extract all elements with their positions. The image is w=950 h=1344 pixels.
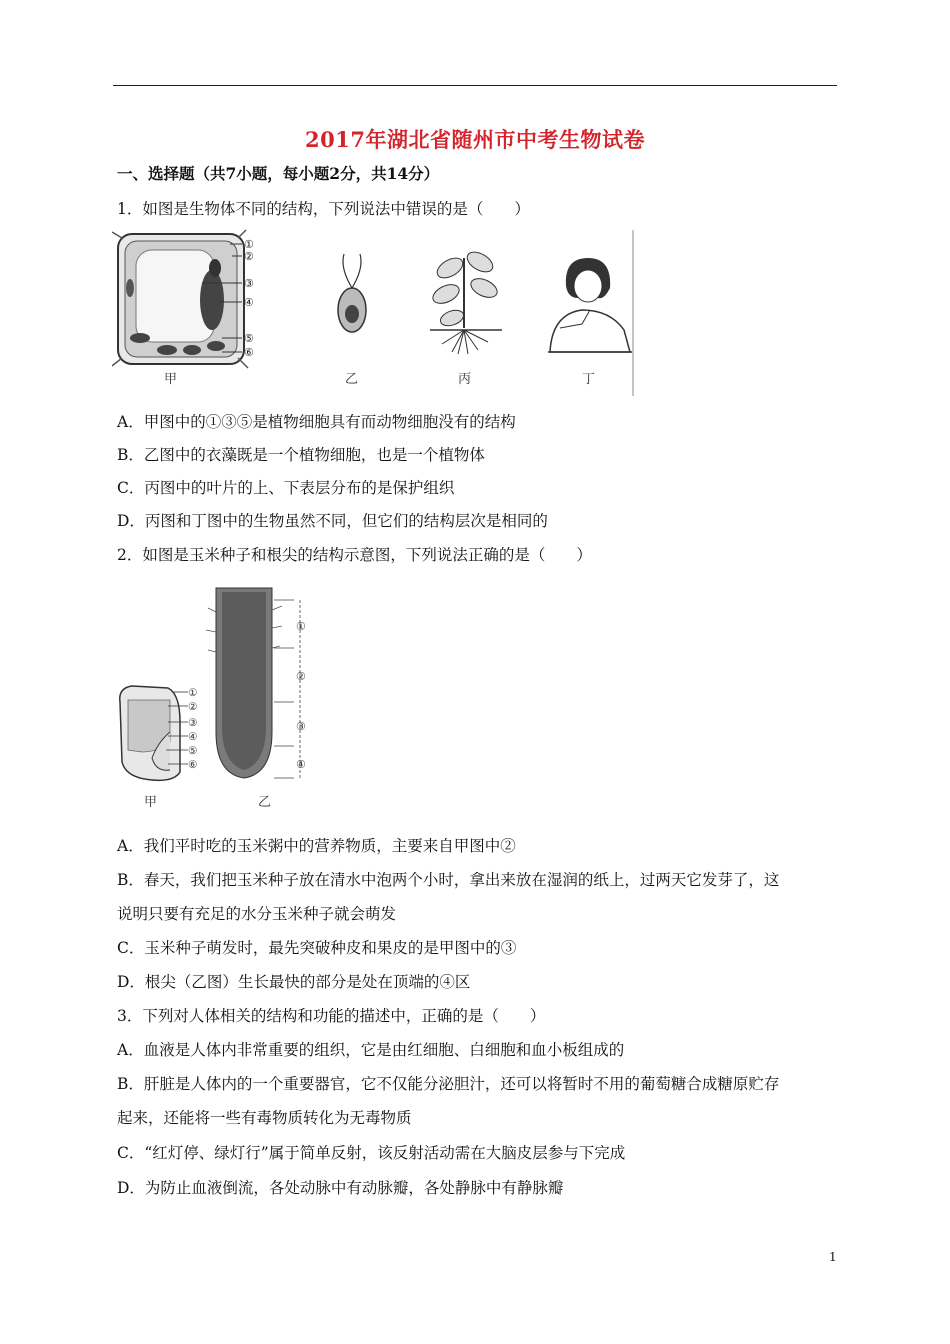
plant-cell-markers [244, 238, 254, 359]
root-markers [296, 620, 306, 771]
question-3-option-b: B．肝脏是人体内的一个重要器官，它不仅能分泌胆汁，还可以将暂时不用的葡萄糖合成糖原贮存 [117, 1075, 780, 1093]
seed-marker-6: ⑥ [188, 759, 198, 771]
cell-marker-4: ④ [244, 296, 254, 309]
question-2-option-b-continued: 说明只要有充足的水分玉米种子就会萌发 [117, 905, 397, 923]
figure-label-yi: 乙 [258, 795, 272, 810]
question-2-figure [112, 582, 322, 814]
page-number: 1 [829, 1250, 837, 1264]
person-illustration [548, 258, 632, 352]
root-marker-4: ④ [296, 758, 306, 771]
seed-marker-4: ④ [188, 731, 198, 743]
seed-markers [188, 687, 198, 771]
figure-label-ding: 丁 [582, 372, 596, 387]
question-1-option-c: C．丙图中的叶片的上、下表层分布的是保护组织 [117, 479, 455, 497]
question-2-option-c: C．玉米种子萌发时，最先突破种皮和果皮的是甲图中的③ [117, 939, 517, 957]
question-3-option-c: C．“红灯停、绿灯行”属于简单反射，该反射活动需在大脑皮层参与下完成 [117, 1144, 626, 1162]
header-rule [113, 85, 837, 86]
corn-seed-illustration [120, 686, 188, 780]
chlamydomonas-illustration [338, 254, 366, 332]
cell-marker-1: ① [244, 238, 254, 251]
section-heading: 一、选择题（共7小题，每小题2分，共14分） [117, 164, 440, 183]
seed-marker-2: ② [188, 701, 198, 713]
root-tip-illustration [206, 588, 300, 778]
plant-cell-illustration [112, 230, 248, 368]
question-3-option-b-continued: 起来，还能将一些有毒物质转化为无毒物质 [117, 1109, 412, 1127]
figure-label-yi: 乙 [345, 372, 359, 387]
question-2-option-a: A．我们平时吃的玉米粥中的营养物质，主要来自甲图中② [117, 837, 516, 855]
figure-label-jia: 甲 [164, 372, 178, 387]
seed-marker-5: ⑤ [188, 745, 198, 757]
root-marker-1: ① [296, 620, 306, 633]
question-2-stem: 2．如图是玉米种子和根尖的结构示意图，下列说法正确的是（ ） [117, 546, 592, 564]
seed-marker-3: ③ [188, 717, 198, 729]
root-marker-3: ③ [296, 720, 306, 733]
question-3-option-d: D．为防止血液倒流，各处动脉中有动脉瓣，各处静脉中有静脉瓣 [117, 1179, 564, 1197]
question-2-option-d: D．根尖（乙图）生长最快的部分是处在顶端的④区 [117, 973, 471, 991]
root-marker-2: ② [296, 670, 306, 683]
question-1-option-b: B．乙图中的衣藻既是一个植物细胞，也是一个植物体 [117, 446, 485, 464]
question-1-stem: 1．如图是生物体不同的结构，下列说法中错误的是（ ） [117, 200, 530, 218]
cell-marker-2: ② [244, 250, 254, 263]
cell-marker-6: ⑥ [244, 346, 254, 359]
question-3-option-a: A．血液是人体内非常重要的组织，它是由红细胞、白细胞和血小板组成的 [117, 1041, 625, 1059]
question-1-figure [112, 228, 638, 400]
plant-illustration [430, 248, 502, 354]
question-1-option-d: D．丙图和丁图中的生物虽然不同，但它们的结构层次是相同的 [117, 512, 548, 530]
page-title: 2017年湖北省随州市中考生物试卷 [305, 127, 645, 152]
question-3-stem: 3．下列对人体相关的结构和功能的描述中，正确的是（ ） [117, 1007, 546, 1025]
cell-marker-3: ③ [244, 277, 254, 290]
figure-label-bing: 丙 [458, 372, 472, 387]
question-2-option-b: B．春天，我们把玉米种子放在清水中泡两个小时，拿出来放在湿润的纸上，过两天它发芽了，这 [117, 871, 780, 889]
seed-marker-1: ① [188, 687, 198, 699]
figure-label-jia: 甲 [144, 795, 158, 810]
question-1-option-a: A．甲图中的①③⑤是植物细胞具有而动物细胞没有的结构 [117, 413, 516, 431]
cell-marker-5: ⑤ [244, 332, 254, 345]
